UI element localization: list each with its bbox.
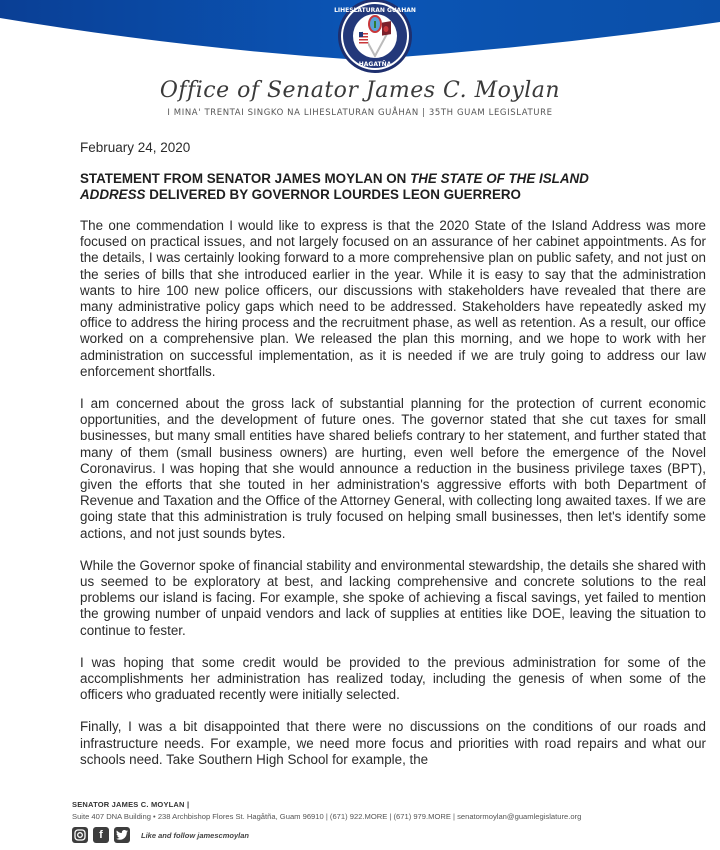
headline-italic-2: ADDRESS xyxy=(80,187,146,202)
twitter-icon[interactable] xyxy=(114,827,130,843)
paragraph-public-safety: The one commendation I would like to express is that the 2020 State of the Island Address was more focused on practical issues, and not largely focused on an assurance of her cabinet appointments. As for the details, I was certainly looking forward to a more comprehensive plan on public safety, and not just on the series of bills that she introduced earlier in the year. While it is easy to say that the administration wants to hire 100 new police officers, our discussions with stakeholders have revealed that there are many administrative policy gaps which need to be addressed. Stakeholders have repeatedly asked my office to address the hiring process and the recruitment phase, as well as retention. As a result, our office worked on a comprehensive plan. We released the plan this morning, and we hope to work with her administration on successful implementation, as it is needed if we are truly going to address our law enforcement shortfalls. xyxy=(80,218,706,379)
headline-part-2: DELIVERED BY GOVERNOR LOURDES LEON GUERRERO xyxy=(145,187,521,202)
statement-date: February 24, 2020 xyxy=(80,140,191,155)
facebook-icon[interactable] xyxy=(93,827,109,843)
facebook-glyph: f xyxy=(99,829,103,841)
office-title: Office of Senator James C. Moylan xyxy=(159,78,561,103)
footer-contact-address: Suite 407 DNA Building • 238 Archbishop Flores St. Hagåtña, Guam 96910 | (671) 922.MORE | (671) 979.MORE | senatormoylan@guamlegislature.org xyxy=(72,812,582,821)
legislature-seal-icon xyxy=(329,0,421,74)
svg-text:HAGATÑA: HAGATÑA xyxy=(358,61,392,68)
social-links xyxy=(72,827,712,843)
svg-text:LIHESLATURAN GUAHAN: LIHESLATURAN GUAHAN xyxy=(334,7,416,14)
headline-italic-1: THE STATE OF THE ISLAND xyxy=(410,171,589,186)
statement-body xyxy=(80,140,706,784)
letterhead-banner xyxy=(0,0,720,80)
headline-part-1: STATEMENT FROM SENATOR JAMES MOYLAN ON xyxy=(80,171,411,186)
statement-headline xyxy=(80,171,706,203)
letterhead-footer xyxy=(72,800,712,843)
legislature-subtitle: I MINA' TRENTAI SINGKO NA LIHESLATURAN GUÅHAN | 35TH GUAM LEGISLATURE xyxy=(167,108,553,118)
social-follow-text: Like and follow jamescmoylan xyxy=(141,830,249,840)
paragraph-infrastructure: Finally, I was a bit disappointed that there were no discussions on the conditions of our roads and infrastructure needs. For example, we need more focus and priorities with road repairs and what our schools need. Take Southern High School for example, the xyxy=(80,719,706,767)
paragraph-previous-administration: I was hoping that some credit would be provided to the previous administration for some of the accomplishments her administration has realized today, including the genesis of when some of the officers who graduated recently were initially selected. xyxy=(80,654,706,703)
footer-senator-name: SENATOR JAMES C. MOYLAN | xyxy=(72,800,190,809)
paragraph-financial-stability: While the Governor spoke of financial stability and environmental stewardship, the details she shared with us seemed to be exploratory at best, and lacking comprehensive and concrete solutions to the real problems our island is facing. For example, she spoke of achieving a fiscal savings, yet failed to mention the growing number of unpaid vendors and lack of supplies at entities like DOE, leaving the situation to continue to fester. xyxy=(80,557,706,638)
instagram-icon[interactable] xyxy=(72,827,88,843)
paragraph-economy: I am concerned about the gross lack of substantial planning for the protection of current economic opportunities, and the development of future ones. The governor stated that she cut taxes for small businesses, but many small entities have shared beliefs contrary to her statement, and further stated that many of them (small business owners) are hurting, even well before the emergence of the Novel Coronavirus. I was hoping that she would announce a reduction in the business privilege taxes (BPT), given the efforts that she touted in her administration's aggressive efforts with both Department of Revenue and Taxation and the Office of the Attorney General, with collecting long awaited taxes. If we are going state that this administration is truly focused on helping small businesses, then let's identify some actions, and not just sounds bytes. xyxy=(80,396,706,541)
